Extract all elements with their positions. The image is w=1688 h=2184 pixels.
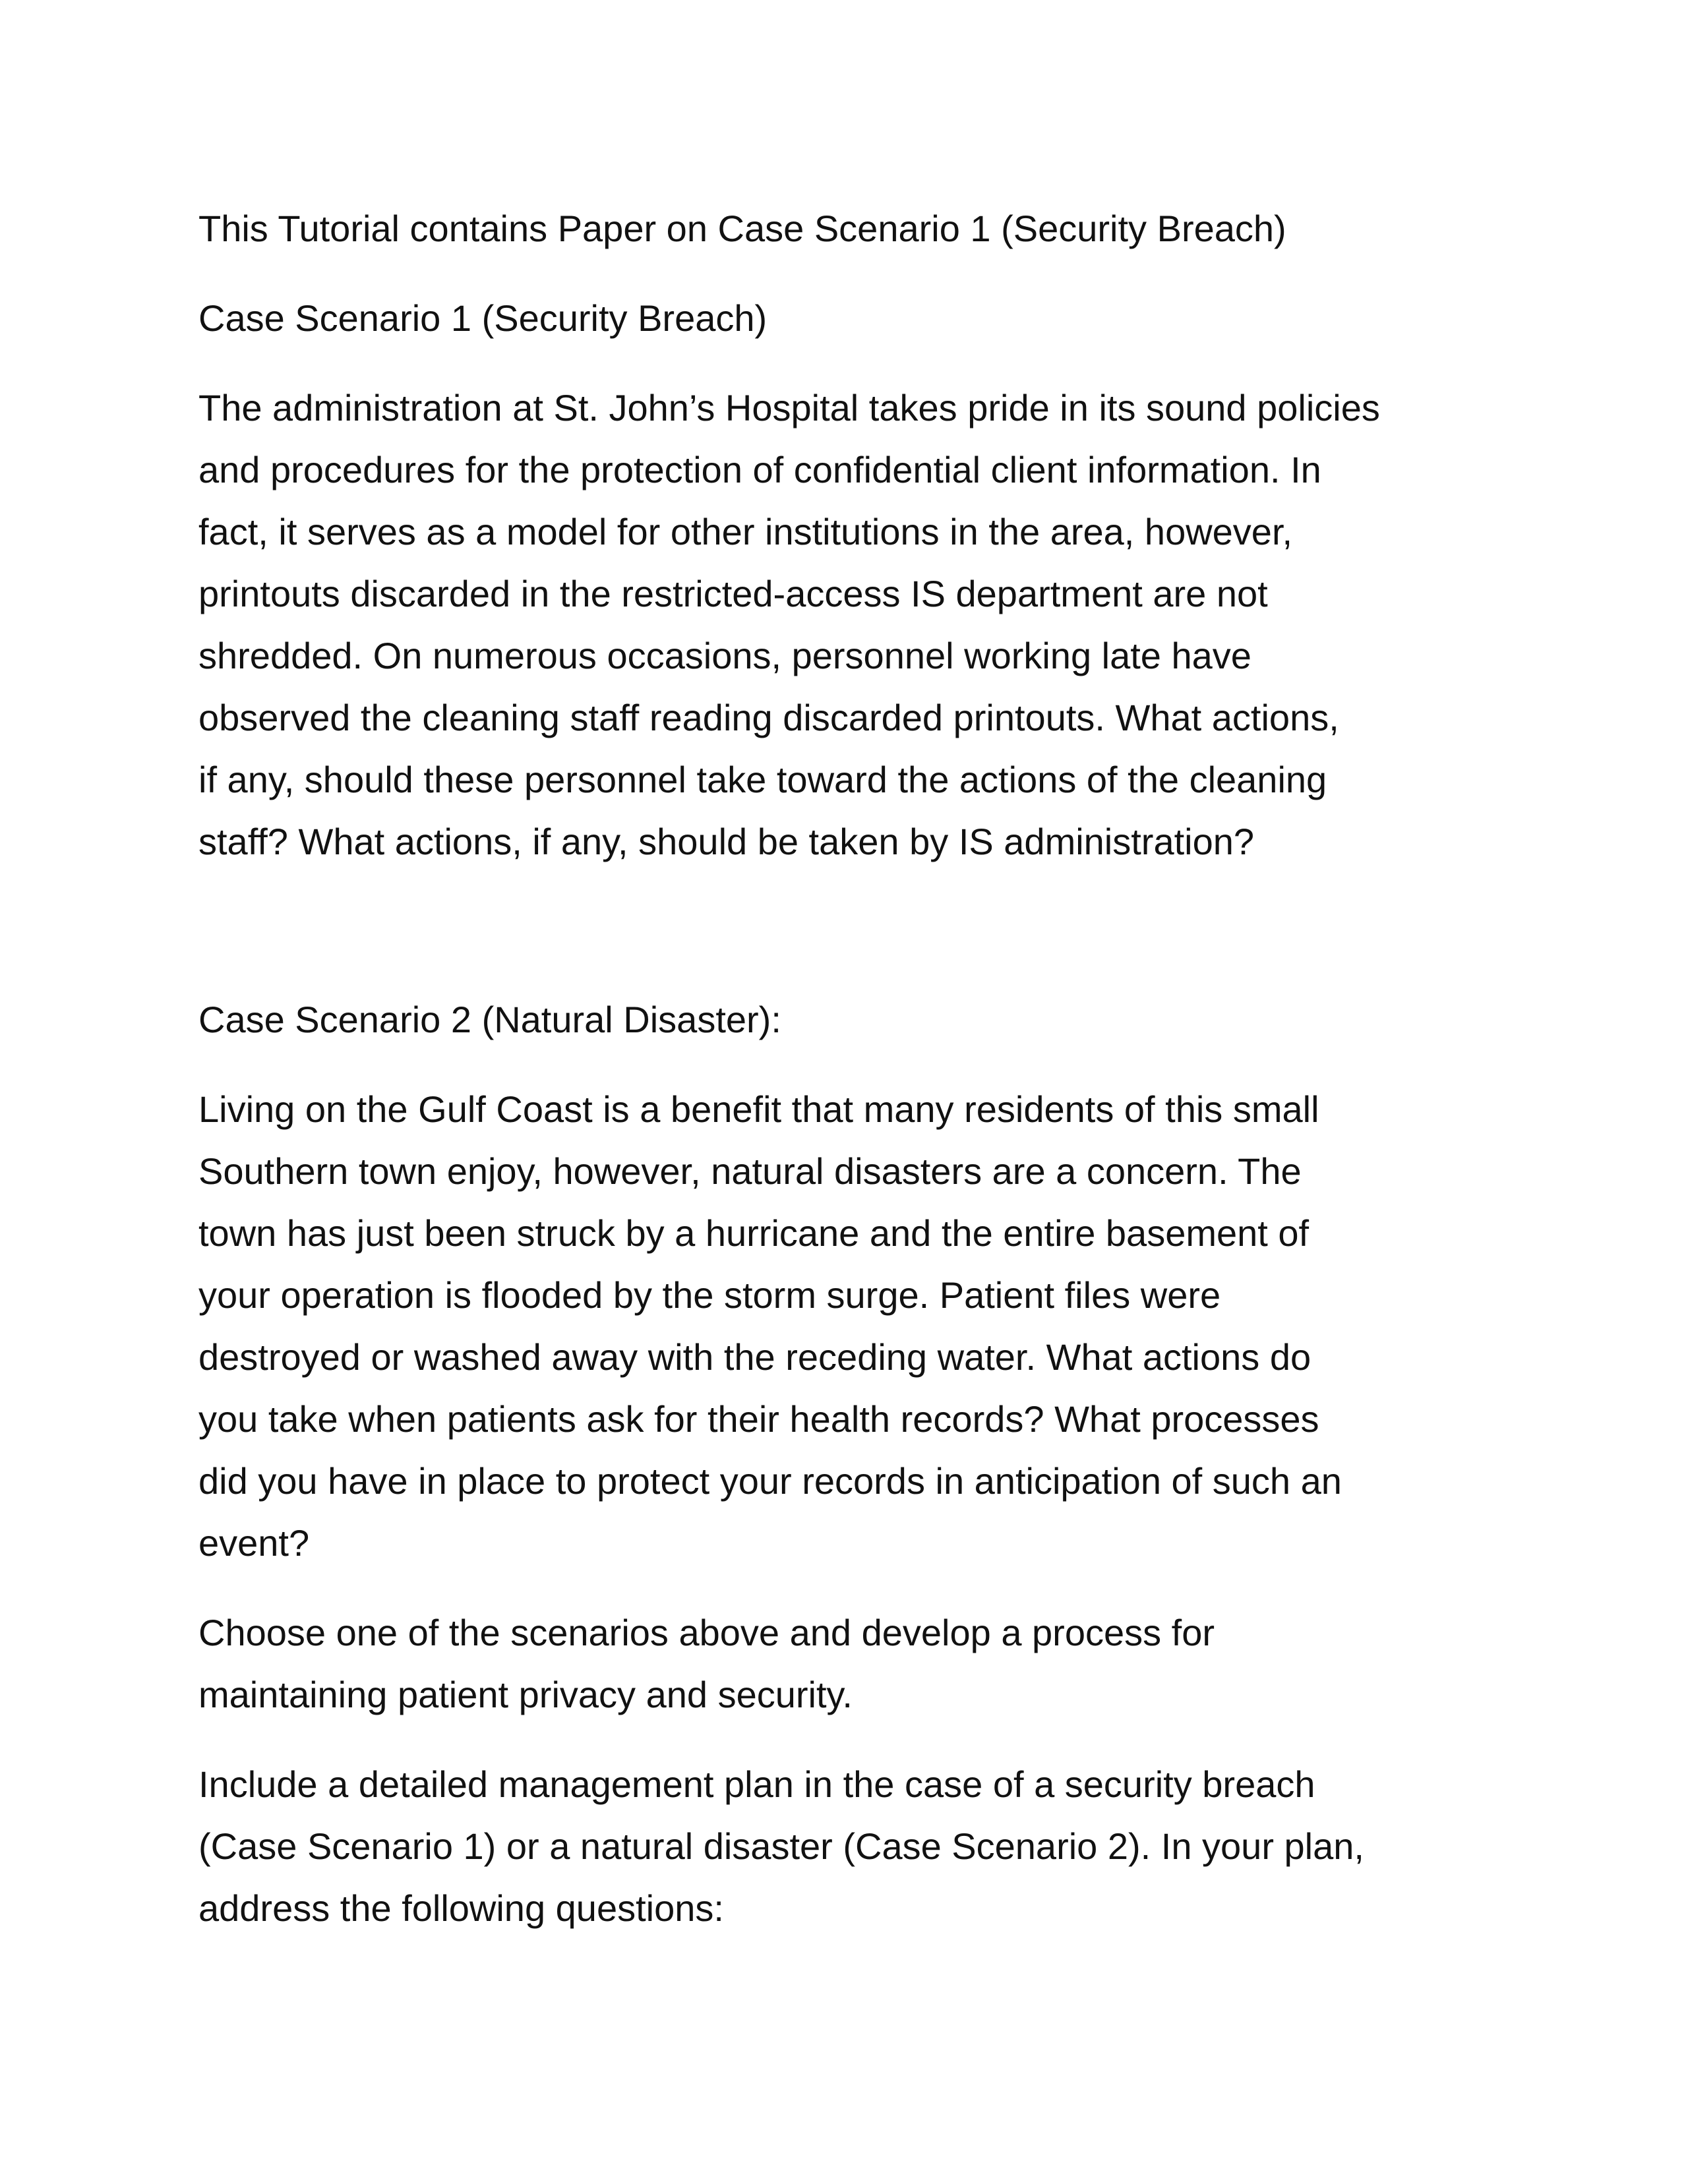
- scenario1-line: and procedures for the protection of confidential client information. In: [198, 449, 1321, 490]
- scenario2-line: Living on the Gulf Coast is a benefit that many residents of this small: [198, 1088, 1319, 1130]
- include-line: Include a detailed management plan in the case of a security breach: [198, 1763, 1315, 1805]
- scenario1-line: printouts discarded in the restricted-access IS department are not: [198, 573, 1268, 614]
- document-body: [198, 198, 1511, 1967]
- scenario1-paragraph: [198, 377, 1511, 873]
- scenario2-line: you take when patients ask for their health records? What processes: [198, 1398, 1319, 1440]
- choose-line: maintaining patient privacy and security.: [198, 1674, 853, 1715]
- scenario1-line: fact, it serves as a model for other institutions in the area, however,: [198, 511, 1293, 552]
- scenario1-line: observed the cleaning staff reading discarded printouts. What actions,: [198, 697, 1339, 738]
- intro-text: This Tutorial contains Paper on Case Scenario 1 (Security Breach): [198, 208, 1286, 249]
- scenario2-line: event?: [198, 1522, 310, 1564]
- choose-line: Choose one of the scenarios above and develop a process for: [198, 1612, 1215, 1653]
- scenario1-line: shredded. On numerous occasions, personnel working late have: [198, 635, 1251, 676]
- scenario1-heading: Case Scenario 1 (Security Breach): [198, 297, 768, 339]
- scenario2-line: your operation is flooded by the storm surge. Patient files were: [198, 1274, 1221, 1316]
- scenario1-line: if any, should these personnel take toward the actions of the cleaning: [198, 759, 1327, 800]
- blank-line: [198, 900, 1511, 989]
- include-paragraph: [198, 1754, 1511, 1939]
- choose-paragraph: [198, 1602, 1511, 1726]
- scenario2-heading: Case Scenario 2 (Natural Disaster):: [198, 999, 781, 1040]
- scenario2-line: destroyed or washed away with the receding water. What actions do: [198, 1336, 1311, 1378]
- include-line: (Case Scenario 1) or a natural disaster (Case Scenario 2). In your plan,: [198, 1825, 1364, 1867]
- scenario2-line: town has just been struck by a hurricane and the entire basement of: [198, 1212, 1310, 1254]
- scenario2-paragraph: [198, 1078, 1511, 1574]
- scenario2-line: Southern town enjoy, however, natural disasters are a concern. The: [198, 1150, 1302, 1192]
- scenario1-line: The administration at St. John’s Hospital takes pride in its sound policies: [198, 387, 1380, 428]
- scenario1-line: staff? What actions, if any, should be taken by IS administration?: [198, 821, 1255, 862]
- include-line: address the following questions:: [198, 1887, 724, 1929]
- scenario2-line: did you have in place to protect your records in anticipation of such an: [198, 1460, 1342, 1502]
